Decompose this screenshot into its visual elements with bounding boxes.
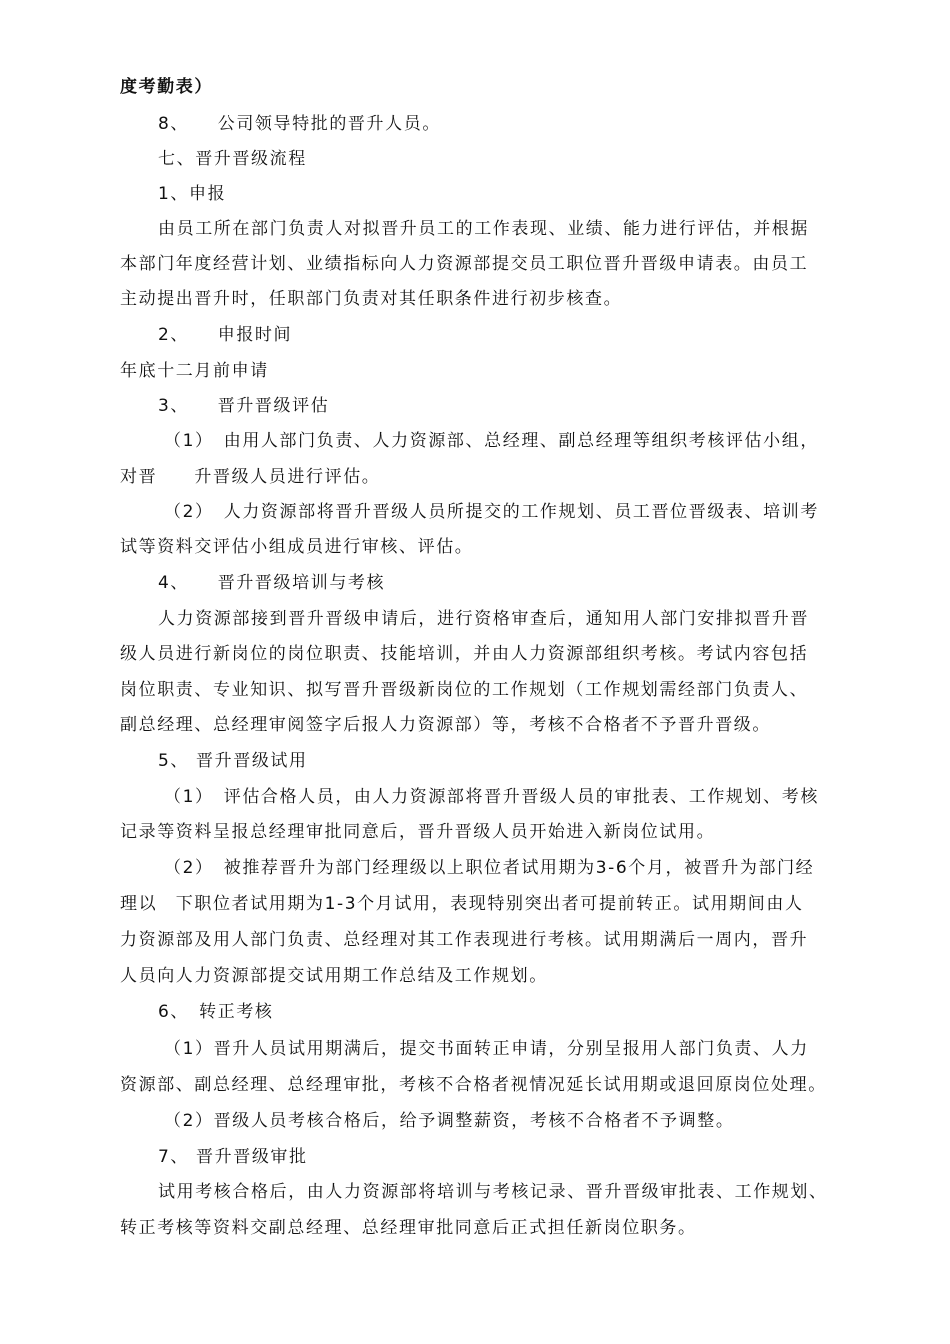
text-line: 年底十二月前申请: [120, 361, 269, 381]
text-line: 记录等资料呈报总经理审批同意后，晋升晋级人员开始进入新岗位试用。: [120, 822, 716, 842]
text-line: 转正考核等资料交副总经理、总经理审批同意后正式担任新岗位职务。: [120, 1218, 697, 1238]
text-line: 对晋 升晋级人员进行评估。: [120, 467, 381, 487]
text-line: 资源部、副总经理、总经理审批，考核不合格者视情况延长试用期或退回原岗位处理。: [120, 1075, 827, 1095]
text-line: （1） 评估合格人员，由人力资源部将晋升晋级人员的审批表、工作规划、考核: [164, 787, 819, 807]
text-line: （2） 被推荐晋升为部门经理级以上职位者试用期为3-6个月，被晋升为部门经: [164, 858, 815, 878]
section-heading: 七、晋升晋级流程: [158, 149, 307, 169]
text-line: 岗位职责、专业知识、拟写晋升晋级新岗位的工作规划（工作规划需经部门负责人、: [120, 680, 809, 700]
text-line: 8、 公司领导特批的晋升人员。: [158, 114, 441, 134]
text-line: 由员工所在部门负责人对拟晋升员工的工作表现、业绩、能力进行评估，并根据: [158, 219, 809, 239]
text-line: 人力资源部接到晋升晋级申请后，进行资格审查后，通知用人部门安排拟晋升晋: [158, 609, 809, 629]
text-line: 本部门年度经营计划、业绩指标向人力资源部提交员工职位晋升晋级申请表。由员工: [120, 254, 809, 274]
text-line: 理以 下职位者试用期为1-3个月试用，表现特别突出者可提前转正。试用期间由人: [120, 894, 804, 914]
subsection-heading: 6、 转正考核: [158, 1002, 274, 1022]
text-line: （1）晋升人员试用期满后，提交书面转正申请，分别呈报用人部门负责、人力: [164, 1039, 809, 1059]
subsection-heading: 2、 申报时间: [158, 325, 293, 345]
text-line: （2） 人力资源部将晋升晋级人员所提交的工作规划、员工晋位晋级表、培训考: [164, 502, 819, 522]
text-line: 试用考核合格后，由人力资源部将培训与考核记录、晋升晋级审批表、工作规划、: [158, 1182, 828, 1202]
text-line: 人员向人力资源部提交试用期工作总结及工作规划。: [120, 966, 548, 986]
text-line: 度考勤表）: [120, 77, 213, 97]
text-line: 级人员进行新岗位的岗位职责、技能培训，并由人力资源部组织考核。考试内容包括: [120, 644, 809, 664]
text-line: （2）晋级人员考核合格后，给予调整薪资，考核不合格者不予调整。: [164, 1111, 735, 1131]
text-line: 力资源部及用人部门负责、总经理对其工作表现进行考核。试用期满后一周内，晋升: [120, 930, 809, 950]
text-line: （1） 由用人部门负责、人力资源部、总经理、副总经理等组织考核评估小组，: [164, 431, 819, 451]
subsection-heading: 1、申报: [158, 184, 227, 204]
subsection-heading: 7、 晋升晋级审批: [158, 1147, 308, 1167]
subsection-heading: 5、 晋升晋级试用: [158, 751, 308, 771]
subsection-heading: 4、 晋升晋级培训与考核: [158, 573, 386, 593]
text-line: 试等资料交评估小组成员进行审核、评估。: [120, 537, 474, 557]
text-line: 主动提出晋升时，任职部门负责对其任职条件进行初步核查。: [120, 289, 623, 309]
text-line: 副总经理、总经理审阅签字后报人力资源部）等，考核不合格者不予晋升晋级。: [120, 715, 771, 735]
subsection-heading: 3、 晋升晋级评估: [158, 396, 330, 416]
